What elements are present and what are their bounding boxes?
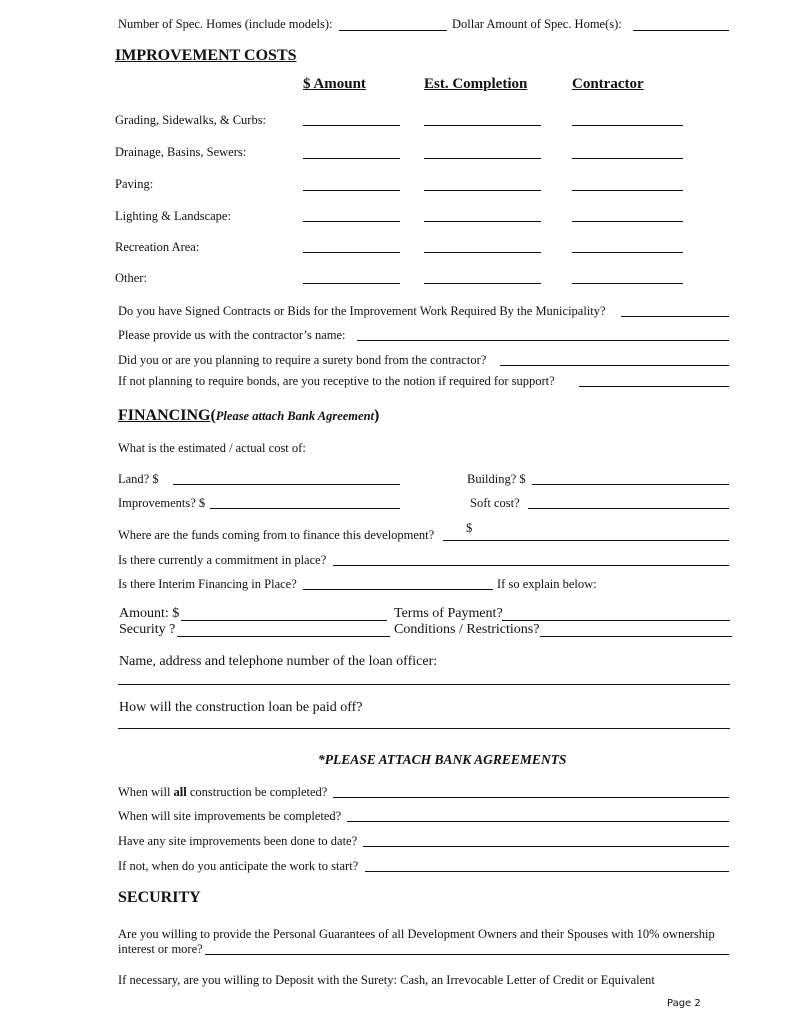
soft-cost-field[interactable] [528, 508, 729, 509]
col-contractor: Contractor [572, 76, 644, 92]
land-field[interactable] [173, 484, 400, 485]
other-amount-field[interactable] [303, 283, 400, 284]
security-field[interactable] [177, 636, 390, 637]
spec-dollar-label: Dollar Amount of Spec. Home(s): [452, 17, 622, 31]
security-heading: SECURITY [118, 889, 201, 906]
page-number: Page 2 [667, 998, 701, 1009]
land-label: Land? $ [118, 472, 159, 486]
recreation-contractor-field[interactable] [572, 252, 683, 253]
paving-completion-field[interactable] [424, 190, 541, 191]
commitment-field[interactable] [333, 565, 729, 566]
conditions-label: Conditions / Restrictions? [394, 622, 540, 637]
security-label: Security ? [119, 622, 176, 637]
building-field[interactable] [532, 484, 729, 485]
lighting-completion-field[interactable] [424, 221, 541, 222]
other-contractor-field[interactable] [572, 283, 683, 284]
spec-dollar-field[interactable] [633, 30, 729, 31]
soft-cost-label: Soft cost? [470, 496, 520, 510]
explain-label: If so explain below: [497, 577, 597, 591]
attach-agreements-note: *PLEASE ATTACH BANK AGREEMENTS [318, 752, 567, 767]
recreation-amount-field[interactable] [303, 252, 400, 253]
guarantees-question-line2: interest or more? [118, 942, 203, 956]
lighting-contractor-field[interactable] [572, 221, 683, 222]
funds-from-field[interactable] [443, 540, 729, 541]
all-bold-text: all [173, 785, 187, 799]
paid-off-field[interactable] [118, 728, 730, 729]
guarantees-field[interactable] [205, 954, 729, 955]
grading-completion-field[interactable] [424, 125, 541, 126]
contractor-name-question: Please provide us with the contractor’s name: [118, 328, 346, 342]
drainage-completion-field[interactable] [424, 158, 541, 159]
drainage-amount-field[interactable] [303, 158, 400, 159]
signed-contracts-field[interactable] [621, 316, 729, 317]
financing-paren-open: ( [210, 407, 216, 424]
spec-homes-field[interactable] [339, 30, 447, 31]
row-label-grading: Grading, Sidewalks, & Curbs: [115, 113, 267, 127]
col-amount: $ Amount [303, 76, 366, 92]
surety-bond-field[interactable] [500, 365, 729, 366]
amount-field[interactable] [181, 620, 387, 621]
all-construction-field[interactable] [333, 797, 729, 798]
building-label: Building? $ [467, 472, 526, 486]
signed-contracts-question: Do you have Signed Contracts or Bids for the Improvement Work Required By the Municipality? [118, 304, 606, 318]
commitment-question: Is there currently a commitment in place? [118, 553, 327, 567]
anticipate-question: If not, when do you anticipate the work to start? [118, 859, 359, 873]
funds-dollar-sign: $ [466, 521, 473, 535]
site-completed-field[interactable] [347, 821, 729, 822]
anticipate-field[interactable] [365, 871, 729, 872]
contractor-name-field[interactable] [357, 340, 729, 341]
financing-heading [118, 407, 379, 425]
surety-bond-question: Did you or are you planning to require a surety bond from the contractor? [118, 353, 487, 367]
interim-question: Is there Interim Financing in Place? [118, 577, 297, 591]
all-post-text: construction be completed? [186, 785, 328, 799]
row-label-drainage: Drainage, Basins, Sewers: [115, 145, 247, 159]
row-label-other: Other: [115, 271, 147, 285]
loan-officer-question: Name, address and telephone number of the loan officer: [119, 654, 438, 669]
site-done-field[interactable] [363, 846, 729, 847]
terms-field[interactable] [502, 620, 730, 621]
paid-off-question: How will the construction loan be paid off? [119, 700, 363, 715]
row-label-recreation: Recreation Area: [115, 240, 200, 254]
bonds-receptive-field[interactable] [579, 386, 729, 387]
interim-field[interactable] [303, 589, 493, 590]
funds-from-question: Where are the funds coming from to finance this development? [118, 528, 435, 542]
other-completion-field[interactable] [424, 283, 541, 284]
grading-contractor-field[interactable] [572, 125, 683, 126]
grading-amount-field[interactable] [303, 125, 400, 126]
improvements-field[interactable] [210, 508, 400, 509]
financing-title: FINANCING [118, 407, 211, 424]
bonds-receptive-question: If not planning to require bonds, are you receptive to the notion if required for support? [118, 374, 555, 388]
conditions-field[interactable] [540, 636, 732, 637]
drainage-contractor-field[interactable] [572, 158, 683, 159]
financing-paren-close: ) [374, 407, 380, 424]
spec-homes-label: Number of Spec. Homes (include models): [118, 17, 333, 31]
deposit-question: If necessary, are you willing to Deposit with the Surety: Cash, an Irrevocable Letter of Credit or Equivalent [118, 973, 655, 987]
financing-note: Please attach Bank Agreement [215, 409, 374, 423]
col-est-completion: Est. Completion [424, 76, 528, 92]
improvement-costs-heading: IMPROVEMENT COSTS [115, 47, 297, 64]
terms-label: Terms of Payment? [394, 606, 503, 621]
loan-officer-field[interactable] [118, 684, 730, 685]
all-pre-text: When will [118, 785, 174, 799]
site-done-question: Have any site improvements been done to date? [118, 834, 358, 848]
site-completed-question: When will site improvements be completed? [118, 809, 342, 823]
row-label-paving: Paving: [115, 177, 154, 191]
paving-contractor-field[interactable] [572, 190, 683, 191]
amount-label: Amount: $ [119, 606, 180, 621]
paving-amount-field[interactable] [303, 190, 400, 191]
recreation-completion-field[interactable] [424, 252, 541, 253]
all-construction-question [118, 785, 327, 800]
guarantees-question-line1: Are you willing to provide the Personal Guarantees of all Development Owners and their Spouses with 10% ownership [118, 927, 715, 941]
row-label-lighting: Lighting & Landscape: [115, 209, 231, 223]
improvements-label: Improvements? $ [118, 496, 206, 510]
lighting-amount-field[interactable] [303, 221, 400, 222]
estimated-cost-question: What is the estimated / actual cost of: [118, 441, 306, 455]
